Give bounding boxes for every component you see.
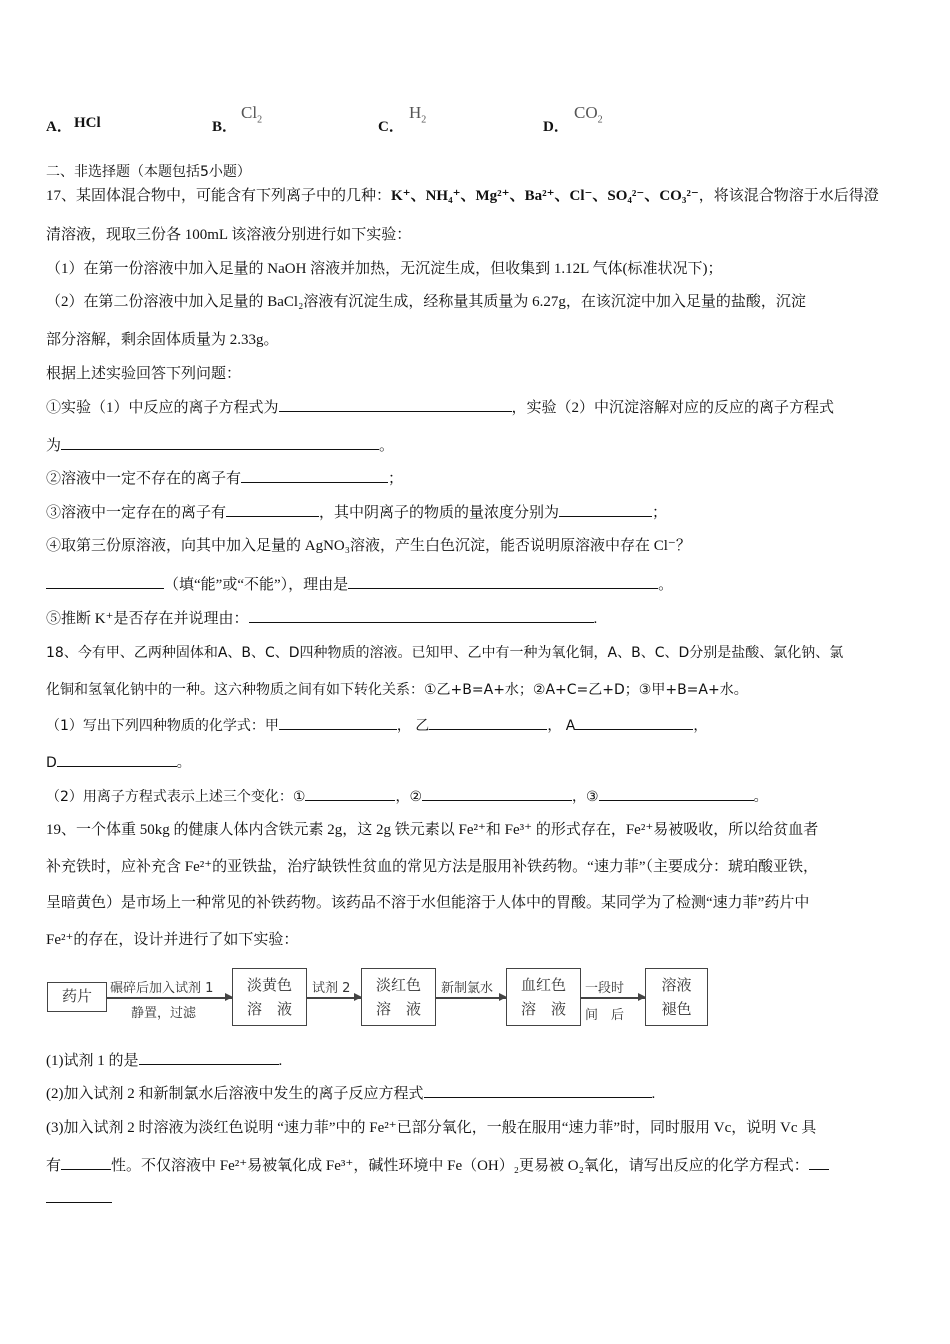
answer-blank[interactable] [139,1050,279,1065]
answer-blank[interactable] [559,502,652,517]
answer-blank[interactable] [348,574,658,589]
q18-part-1-line-2: D 。 [46,752,191,773]
answer-blank[interactable] [429,715,547,730]
answer-blank[interactable] [46,574,164,589]
answer-blank[interactable] [249,608,594,623]
option-d-value: $CO_2$ [574,103,603,126]
answer-blank[interactable] [279,715,397,730]
answer-blank[interactable] [57,752,177,767]
option-c-value: $H_2$ [409,103,427,126]
flow-arrow-3 [436,997,506,999]
q19-intro-line-2: 补充铁时，应补充含 Fe²⁺的亚铁盐，治疗缺铁性贫血的常见方法是服用补铁药物。“速力菲”（主要成分：琥珀酸亚铁， [46,859,818,875]
flow-box-tablet: 药片 [47,982,107,1012]
answer-blank[interactable] [46,1188,112,1203]
option-a-label: A． [46,119,72,135]
q19-intro-line-1: 19、一个体重 50kg 的健康人体内含铁元素 2g，这 2g 铁元素以 Fe²⁺和 Fe³⁺ 的形式存在，Fe²⁺易被吸收，所以给贫血者 [46,822,819,838]
q19-part-2: (2)加入试剂 2 和新制氯水后溶液中发生的离子反应方程式 . [46,1083,655,1104]
answer-blank[interactable] [305,786,395,801]
q18-intro-line-2: 化铜和氢氧化钠中的一种。这六种物质之间有如下转化关系：①乙+B=A+水；②A+C=乙+D；③甲+B=A+水。 [46,682,748,698]
answer-blank[interactable] [599,786,754,801]
q17-intro-line-1: 17、某固体混合物中，可能含有下列离子中的几种：K⁺、NH₄⁺、Mg²⁺、Ba²⁺、Cl⁻、SO₄²⁻、CO₃²⁻，将该混合物溶于水后得澄 [46,188,879,204]
option-d-label: D． [543,119,569,135]
q17-sub-1-line-2: 为 。 [46,435,394,456]
answer-blank[interactable] [241,468,388,483]
section-title: 二、非选择题（本题包括5小题） [46,164,251,180]
flow-arrow-1-top-label: 碾碎后加入试剂 1 [110,981,214,996]
answer-blank[interactable] [61,435,379,450]
flow-arrow-1 [107,997,232,999]
q18-part-1-line-1: （1）写出下列四种物质的化学式：甲 ， 乙 ， A ， [46,715,707,736]
answer-blank[interactable] [575,715,693,730]
flow-arrow-4-bottom-label: 间 后 [585,1008,625,1023]
q17-sub-5: ⑤推断 K⁺是否存在并说理由： . [46,608,597,629]
q17-sub-3: ③溶液中一定存在的离子有 ，其中阴离子的物质的量浓度分别为 ； [46,502,667,523]
q19-intro-line-3: 呈暗黄色）是市场上一种常见的补铁药物。该药品不溶于水但能溶于人体中的胃酸。某同学为了检测“速力菲”药片中 [46,895,810,911]
q17-sub-1-line-1: ①实验（1）中反应的离子方程式为 ，实验（2）中沉淀溶解对应的反应的离子方程式 [46,397,834,418]
q17-experiment-2-line-1: （2）在第二份溶液中加入足量的 BaCl₂溶液有沉淀生成，经称量其质量为 6.27g，在该沉淀中加入足量的盐酸，沉淀 [46,294,806,310]
q18-intro-line-1: 18、今有甲、乙两种固体和A、B、C、D四种物质的溶液。已知甲、乙中有一种为氧化铜，A、B、C、D分别是盐酸、氯化钠、氯 [46,645,844,661]
flow-arrow-4-top-label: 一段时 [585,981,625,996]
answer-blank[interactable] [226,502,319,517]
q19-intro-line-4: Fe²⁺的存在，设计并进行了如下实验： [46,932,299,948]
option-b-label: B． [212,119,238,135]
ion-list: K⁺、NH₄⁺、Mg²⁺、Ba²⁺、Cl⁻、SO₄²⁻、CO₃²⁻ [391,188,699,204]
q18-part-2: （2）用离子方程式表示上述三个变化：① ，② ，③ 。 [46,786,768,807]
flow-arrow-4 [581,997,645,999]
flow-box-faded: 溶液 褪色 [645,968,708,1026]
q19-part-1: (1)试剂 1 的是 . [46,1050,282,1071]
q17-experiment-1: （1）在第一份溶液中加入足量的 NaOH 溶液并加热，无沉淀生成，但收集到 1.12L 气体(标准状况下)； [46,261,723,277]
flow-box-pale-yellow: 淡黄色 溶 液 [232,968,307,1026]
option-b-value: $Cl_2$ [241,103,263,126]
q17-experiment-2-line-2: 部分溶解，剩余固体质量为 2.33g。 [46,332,279,348]
q17-sub-2: ②溶液中一定不存在的离子有 ； [46,468,403,489]
q17-intro-line-2: 清溶液，现取三份各 100mL 该溶液分别进行如下实验： [46,227,412,243]
q17-prompt: 根据上述实验回答下列问题： [46,366,242,382]
answer-blank[interactable] [422,786,572,801]
q17-sub-4-line-2: （填“能”或“不能”），理由是 。 [46,574,673,595]
flow-arrow-2-top-label: 试剂 2 [312,981,351,996]
option-a-value: HCl [74,115,101,131]
answer-blank[interactable] [279,397,512,412]
flow-box-pale-red: 淡红色 溶 液 [361,968,436,1026]
flow-arrow-1-bottom-label: 静置，过滤 [131,1006,197,1021]
q19-part-3-line-2: 有 性。不仅溶液中 Fe²⁺易被氧化成 Fe³⁺，碱性环境中 Fe（OH）₂更易被 O₂氧化，请写出反应的化学方程式： [46,1155,829,1176]
flow-box-blood-red: 血红色 溶 液 [506,968,581,1026]
q19-part-3-line-3 [46,1188,112,1209]
q17-sub-4-line-1: ④取第三份原溶液，向其中加入足量的 AgNO₃溶液，产生白色沉淀，能否说明原溶液中存在 Cl⁻？ [46,538,691,554]
option-c-label: C． [378,119,404,135]
flow-arrow-2 [307,997,361,999]
answer-blank[interactable] [424,1083,652,1098]
answer-blank[interactable] [809,1155,829,1170]
flow-arrow-3-top-label: 新制氯水 [441,981,494,996]
answer-blank[interactable] [61,1155,111,1170]
q19-part-3-line-1: (3)加入试剂 2 时溶液为淡红色说明 “速力菲”中的 Fe²⁺已部分氧化，一般在服用“速力菲”时，同时服用 Vc，说明 Vc 具 [46,1120,817,1136]
